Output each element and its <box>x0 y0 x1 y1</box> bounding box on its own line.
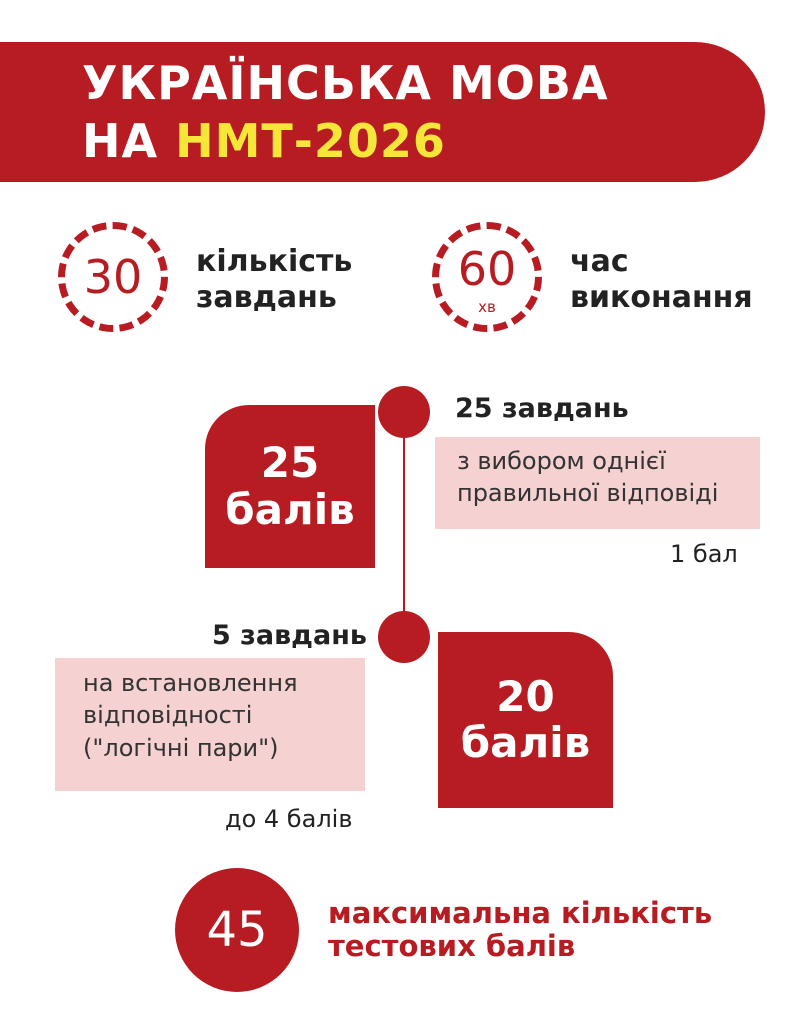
total-score-label: максимальна кількість тестових балів <box>328 896 713 964</box>
points-1: 1 бал <box>670 540 738 568</box>
task-count-value: 30 <box>83 250 143 304</box>
tasks-heading-5: 5 завдань <box>212 620 367 651</box>
score-block-25: 25 балів <box>205 405 375 568</box>
score-block-20: 20 балів <box>438 632 613 808</box>
description-box-logic-pairs: на встановлення відповідності ("логічні пари") <box>55 658 365 791</box>
duration-unit: хв <box>478 298 496 316</box>
timeline-dot-top <box>378 386 430 438</box>
duration-label: час виконання <box>570 244 753 315</box>
page-title-line1: УКРАЇНСЬКА МОВА <box>82 56 609 110</box>
page-title-line2 <box>82 114 446 168</box>
timeline-dot-bottom <box>378 611 430 663</box>
title-accent: НМТ-2026 <box>175 114 446 168</box>
description-box-single-choice: з вибором однієї правильної відповіді <box>435 437 760 529</box>
timeline-line <box>403 412 405 637</box>
total-score-circle: 45 <box>175 868 299 992</box>
title-prefix: НА <box>82 114 176 168</box>
points-up-to-4: до 4 балів <box>225 805 353 833</box>
tasks-heading-25: 25 завдань <box>455 393 629 424</box>
duration-value: 60 <box>457 242 517 296</box>
task-count-label: кількість завдань <box>196 244 353 315</box>
